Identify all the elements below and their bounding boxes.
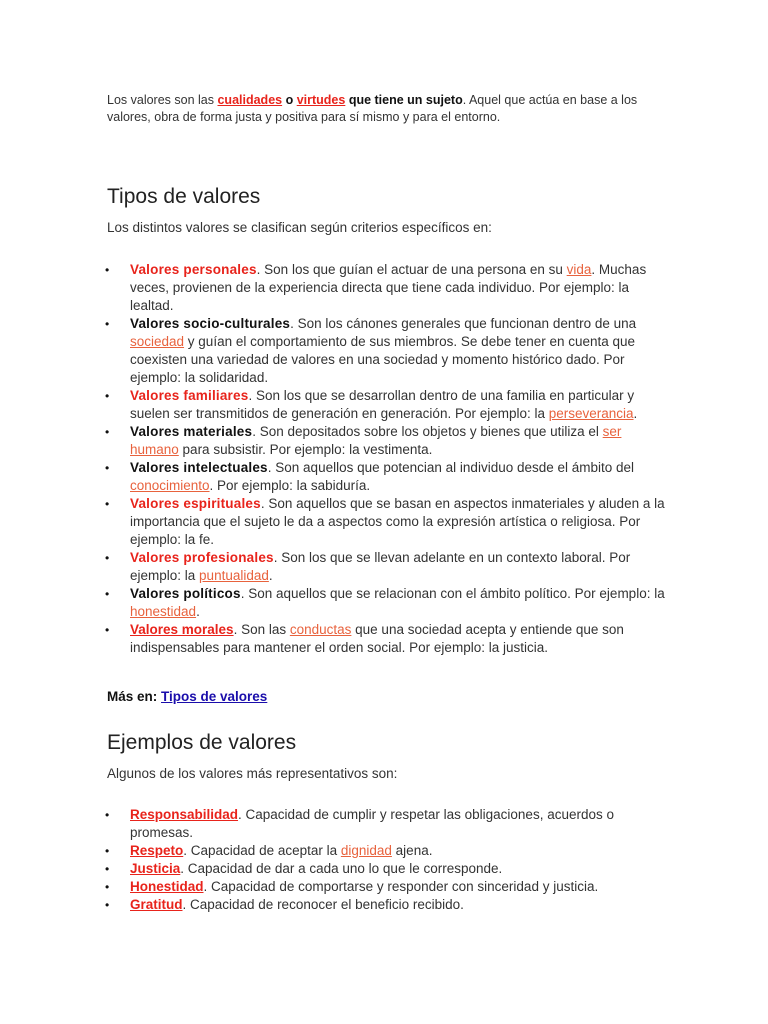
item-text: ajena.	[391, 843, 433, 858]
list-ejemplos	[107, 806, 667, 914]
list-item	[107, 261, 667, 315]
item-text: . Son los que guían el actuar de una persona en su	[256, 262, 567, 277]
list-item	[107, 878, 667, 896]
link-perseverancia[interactable]: perseverancia	[548, 406, 634, 421]
item-text: y guían el comportamiento de sus miembros. Se debe tener en cuenta que coexisten una variedad de valores en una sociedad y momento histórico dado. Por ejemplo: la solidaridad.	[130, 334, 636, 385]
list-item	[107, 459, 667, 495]
list-item	[107, 585, 667, 621]
list-item	[107, 315, 667, 387]
list-item	[107, 495, 667, 549]
link-conocimiento[interactable]: conocimiento	[130, 478, 210, 493]
term-valores-politicos: Valores políticos	[130, 586, 241, 601]
item-text: . Son los que se desarrollan dentro de una familia en particular y suelen ser transmitidos de generación en generación. Por ejemplo: la	[130, 388, 635, 421]
item-text: .	[268, 568, 273, 583]
more-label: Más en:	[107, 689, 162, 704]
list-tipos	[107, 261, 667, 657]
list-item	[107, 896, 667, 914]
lead-tipos: Los distintos valores se clasifican según criterios específicos en:	[107, 220, 492, 235]
item-text: .	[196, 604, 200, 619]
intro-paragraph	[107, 92, 667, 126]
link-puntualidad[interactable]: puntualidad	[199, 568, 269, 583]
heading-ejemplos: Ejemplos de valores	[107, 731, 297, 754]
item-text: . Por ejemplo: la sabiduría.	[209, 478, 371, 493]
link-honestidad-ejemplo[interactable]: Honestidad	[130, 879, 204, 894]
list-item	[107, 806, 667, 842]
item-text: . Son depositados sobre los objetos y bienes que utiliza el	[252, 424, 603, 439]
term-valores-materiales: Valores materiales	[130, 424, 253, 439]
item-text: . Capacidad de reconocer el beneficio recibido.	[182, 897, 464, 912]
item-text: . Son aquellos que potencian al individuo desde el ámbito del	[267, 460, 635, 475]
link-respeto[interactable]: Respeto	[130, 843, 184, 858]
term-valores-espirituales: Valores espirituales	[130, 496, 261, 511]
list-item	[107, 860, 667, 878]
intro-text-3: que tiene un sujeto	[345, 93, 463, 107]
link-conductas[interactable]: conductas	[289, 622, 352, 637]
item-text: . Son los cánones generales que funcionan dentro de una	[290, 316, 637, 331]
link-virtudes[interactable]: virtudes	[296, 93, 346, 107]
term-valores-familiares: Valores familiares	[130, 388, 249, 403]
item-text: . Capacidad de aceptar la	[183, 843, 341, 858]
term-valores-personales: Valores personales	[130, 262, 257, 277]
list-item	[107, 423, 667, 459]
item-text: .	[633, 406, 638, 421]
intro-text-1: Los valores son las	[107, 93, 218, 107]
link-gratitud[interactable]: Gratitud	[130, 897, 183, 912]
list-item	[107, 387, 667, 423]
item-text: . Capacidad de comportarse y responder con sinceridad y justicia.	[203, 879, 599, 894]
item-text: . Capacidad de dar a cada uno lo que le corresponde.	[180, 861, 503, 876]
term-valores-profesionales: Valores profesionales	[130, 550, 274, 565]
term-valores-socio-culturales: Valores socio-culturales	[130, 316, 291, 331]
item-text: . Muchas veces, provienen de la experiencia directa que tiene cada individuo. Por ejemplo: la lealtad.	[130, 262, 647, 313]
item-text: . Son aquellos que se relacionan con el ámbito político. Por ejemplo: la	[240, 586, 665, 601]
link-dignidad[interactable]: dignidad	[340, 843, 392, 858]
item-text: . Capacidad de cumplir y respetar las obligaciones, acuerdos o promesas.	[130, 807, 614, 840]
item-text: . Son los que se llevan adelante en un contexto laboral. Por ejemplo: la	[130, 550, 631, 583]
intro-text-2: o	[282, 93, 297, 107]
item-text: que una sociedad acepta y entiende que son indispensables para mantener el orden social. Por ejemplo: la justicia.	[130, 622, 624, 655]
link-tipos-de-valores[interactable]: Tipos de valores	[161, 689, 268, 704]
item-text: . Son las	[233, 622, 290, 637]
term-valores-intelectuales: Valores intelectuales	[130, 460, 268, 475]
link-vida[interactable]: vida	[566, 262, 592, 277]
item-text: para subsistir. Por ejemplo: la vestimenta.	[178, 442, 433, 457]
list-item	[107, 842, 667, 860]
list-item	[107, 549, 667, 585]
link-honestidad[interactable]: honestidad	[130, 604, 197, 619]
lead-ejemplos: Algunos de los valores más representativos son:	[107, 766, 398, 781]
heading-tipos: Tipos de valores	[107, 185, 261, 208]
more-tipos	[107, 689, 267, 704]
list-item	[107, 621, 667, 657]
intro-text-4: . Aquel que actúa en base a los valores, obra de forma justa y positiva para sí mismo y para el entorno.	[107, 93, 638, 124]
item-text: . Son aquellos que se basan en aspectos inmateriales y aluden a la importancia que el sujeto le da a aspectos como la expresión artística o religiosa. Por ejemplo: la fe.	[130, 496, 665, 547]
link-responsabilidad[interactable]: Responsabilidad	[130, 807, 239, 822]
link-valores-morales[interactable]: Valores morales	[130, 622, 234, 637]
link-ser-humano[interactable]: ser humano	[130, 424, 622, 457]
link-justicia[interactable]: Justicia	[130, 861, 181, 876]
link-cualidades[interactable]: cualidades	[217, 93, 283, 107]
link-sociedad[interactable]: sociedad	[130, 334, 185, 349]
